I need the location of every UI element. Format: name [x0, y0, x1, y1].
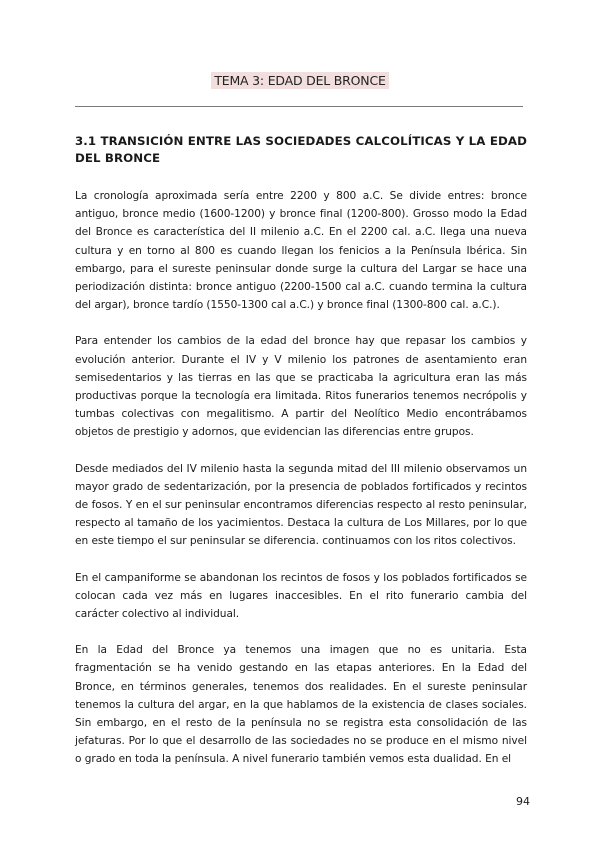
body-text — [75, 187, 527, 769]
page-number: 94 — [516, 795, 530, 808]
paragraph-bell-beaker: En el campaniforme se abandonan los recintos de fosos y los poblados fortificados se colocan cada vez más en lugares inaccesibles. En el rito funerario cambia del carácter colectivo al individual. — [75, 571, 527, 621]
paragraph-bronze-age: En la Edad del Bronce ya tenemos una imagen que no es unitaria. Esta fragmentación se ha venido gestando en las etapas anteriores. En la Edad del Bronce, en términos generales, tenemos dos realidades. En el sureste peninsular tenemos la cultura del argar, en la que hablamos de la existencia de clases sociales. Sin embargo, en el resto de la península no se registra esta consolidación de las jefaturas. Por lo que el desarrollo de las sociedades no se produce en el mismo nivel o grado en toda la península. A nivel funerario también vemos esta dualidad. En el — [75, 644, 527, 766]
paragraph-sedentarization: Desde mediados del IV milenio hasta la segunda mitad del III milenio observamos un mayor grado de sedentarización, por la presencia de poblados fortificados y recintos de fosos. Y en el sur peninsular encontramos diferencias respecto al resto peninsular, respecto al tamaño de los yacimientos. Destaca la cultura de Los Millares, por lo que en este tiempo el sur peninsular se diferencia. continuamos con los ritos colectivos. — [75, 462, 527, 548]
paragraph-previous-changes: Para entender los cambios de la edad del bronce hay que repasar los cambios y evolución anterior. Durante el IV y V milenio los patrones de asentamiento eran semisedentarios y las tierras en las que se practicaba la agricultura eran las más productivas porque la tecnología era limitada. Ritos funerarios tenemos necrópolis y tumbas colectivas con megalitismo. A partir del Neolítico Medio encontrábamos objetos de prestigio y adornos, que evidencian las diferencias entre grupos. — [75, 335, 527, 439]
section-heading: 3.1 TRANSICIÓN ENTRE LAS SOCIEDADES CALCOLÍTICAS Y LA EDAD DEL BRONCE — [75, 134, 527, 165]
page-header — [0, 70, 600, 89]
paragraph-chronology: La cronología aproximada sería entre 2200 y 800 a.C. Se divide entres: bronce antiguo, bronce medio (1600-1200) y bronce final (1200-800). Grosso modo la Edad del Bronce es característica del II milenio a.C. En el 2200 cal. a.C. llega una nueva cultura y en torno al 800 es cuando llegan los fenicios a la Península Ibérica. Sin embargo, para el sureste peninsular donde surge la cultura del Largar se hace una periodización distinta: bronce antiguo (2200-1500 cal a.C. cuando termina la cultura del argar), bronce tardío (1550-1300 cal a.C.) y bronce final (1300-800 cal. a.C.). — [75, 190, 527, 312]
chapter-title: TEMA 3: EDAD DEL BRONCE — [211, 72, 388, 89]
header-divider — [75, 106, 523, 107]
